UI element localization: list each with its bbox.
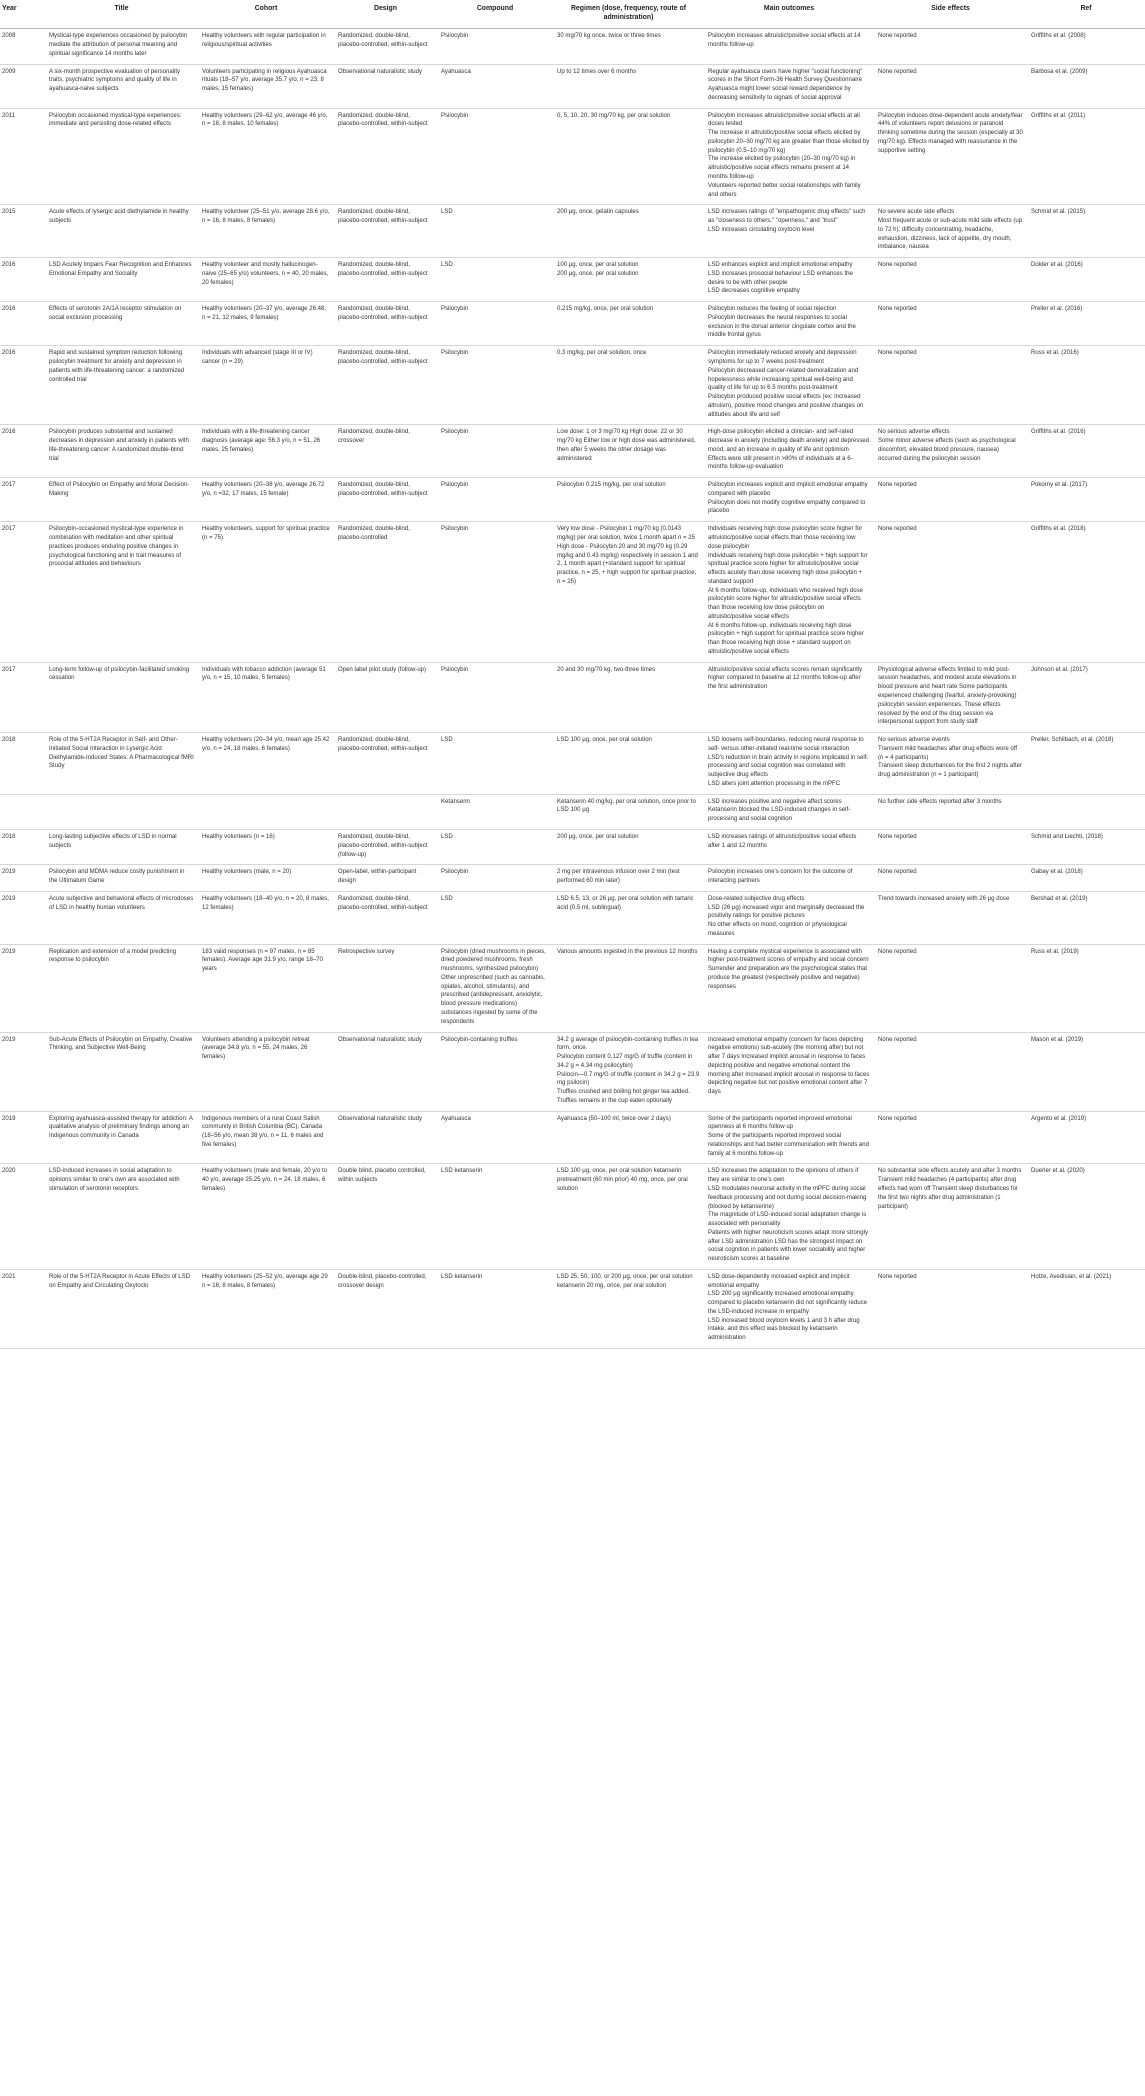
table-row [0, 1111, 1145, 1164]
side-effects-cell: None reported [874, 302, 1027, 346]
table-row [0, 478, 1145, 522]
year-cell: 2019 [0, 1032, 45, 1111]
table-row [0, 29, 1145, 64]
title-cell: Psilocybin-occasioned mystical-type experience in combination with meditation and other spiritual practices produces enduring positive changes in psychological functioning and in trait measures of prosocial attitudes and behaviours [45, 522, 198, 662]
title-cell: Psilocybin and MDMA reduce costly punishment in the Ultimatum Game [45, 865, 198, 892]
table-row [0, 794, 1145, 829]
year-cell: 2017 [0, 522, 45, 662]
table-row [0, 522, 1145, 662]
title-cell: Psilocybin occasioned mystical-type experiences: immediate and persisting dose-related effects [45, 108, 198, 205]
cohort-cell: Individuals with advanced (stage III or IV) cancer (n = 29) [198, 346, 334, 425]
cohort-cell: Healthy volunteer and mostly hallucinogen-naive (25–65 y/o) volunteers, n = 40, 20 males, 20 females) [198, 258, 334, 302]
cohort-cell: Individuals with a life-threatening cancer diagnosis (average age: 56.3 y/o, n = 51, 26 males, 25 females) [198, 425, 334, 478]
ref-cell: Preller, Schilbach, et al. (2018) [1027, 733, 1145, 795]
regimen-cell: 200 μg, once, gelatin capsules [553, 205, 704, 258]
ref-cell: Preller et al. (2016) [1027, 302, 1145, 346]
title-cell: Acute effects of lysergic acid diethylamide in healthy subjects [45, 205, 198, 258]
table-row [0, 346, 1145, 425]
table-row [0, 944, 1145, 1032]
side-effects-cell: None reported [874, 1032, 1027, 1111]
cohort-cell: Healthy volunteers (18–40 y/o, n = 20, 8 males, 12 females) [198, 891, 334, 944]
regimen-cell: 30 mg/70 kg once, twice or three times [553, 29, 704, 64]
title-cell: LSD-induced increases in social adaptation to opinions similar to one's own are associated with stimulation of serotonin receptors [45, 1164, 198, 1269]
title-cell: Acute subjective and behavioral effects of microdoses of LSD in healthy human volunteers [45, 891, 198, 944]
compound-cell: Psilocybin [437, 522, 553, 662]
title-cell: Long-term follow-up of psilocybin-facilitated smoking cessation [45, 662, 198, 732]
title-cell: Effects of serotonin 2A/1A receptor stimulation on social exclusion processing [45, 302, 198, 346]
design-cell: Randomized, double-blind, placebo-controlled, within-subject [334, 478, 437, 522]
title-cell: Role of the 5-HT2A Receptor in Acute Effects of LSD on Empathy and Circulating Oxytocin [45, 1269, 198, 1348]
regimen-cell: Ketanserin 40 mg/kg, per oral solution, once prior to LSD 100 μg [553, 794, 704, 829]
year-cell: 2008 [0, 29, 45, 64]
cohort-cell: Healthy volunteers (20–37 y/o, average 26.48, n = 21, 12 males, 9 females) [198, 302, 334, 346]
year-cell: 2017 [0, 662, 45, 732]
ref-cell [1027, 794, 1145, 829]
ref-cell: Pokorny et al. (2017) [1027, 478, 1145, 522]
side-effects-cell: Psilocybin induces dose-dependent acute anxiety/fear 44% of volunteers report delusions or paranoid thinking sometime during the session (especially at 30 mg/70 kg). Effects managed with reassurance in the supportive setting [874, 108, 1027, 205]
compound-cell: Psilocybin [437, 425, 553, 478]
cohort-cell: Volunteers participating in religious Ayahuasca rituals (18–57 y/o, average 35.7 y/o, n = 23, 8 males, 15 females) [198, 64, 334, 108]
regimen-cell: LSD 100 μg, once, per oral solution ketanserin pretreatment (60 min prior) 40 mg, once, per oral solution [553, 1164, 704, 1269]
design-cell: Observational naturalistic study [334, 1032, 437, 1111]
ref-cell: Griffiths et al. (2008) [1027, 29, 1145, 64]
cohort-cell: Healthy volunteers (male, n = 20) [198, 865, 334, 892]
year-cell: 2021 [0, 1269, 45, 1348]
title-cell: Sub-Acute Effects of Psilocybin on Empathy, Creative Thinking, and Subjective Well-Being [45, 1032, 198, 1111]
year-cell: 2011 [0, 108, 45, 205]
compound-cell: LSD [437, 891, 553, 944]
ref-cell: Mason et al. (2019) [1027, 1032, 1145, 1111]
year-cell: 2015 [0, 205, 45, 258]
design-cell [334, 794, 437, 829]
main-outcomes-cell: Psilocybin increases altruistic/positive social effects at all doses tested The increase in altruistic/positive social effects elicited by psilocybin 20–30 mg/70 kg are greater than those elicited by psilocybin (0.5–10 mg/70 kg) The increase elicited by psilocybin (20–30 mg/70 kg) in altruistic/positive social effects remains present at 14 months follow-up Volunteers reported better social relationships with family and others [704, 108, 874, 205]
ref-cell: Dolder et al. (2016) [1027, 258, 1145, 302]
design-cell: Retrospective survey [334, 944, 437, 1032]
main-outcomes-cell: Altruistic/positive social effects scores remain significantly higher compared to baseline at 12 months follow-up after the first administration [704, 662, 874, 732]
compound-cell: Psilocybin [437, 346, 553, 425]
side-effects-cell: Physiological adverse effects limited to mild post-session headaches, and modest acute elevations in blood pressure and heart rate Some participants experienced challenging (fearful, anxiety-provoking) psilocybin session experiences. These effects resolved by the end of the drug session via interpersonal support from study staff [874, 662, 1027, 732]
table-row [0, 733, 1145, 795]
side-effects-cell: No serious adverse effects Some minor adverse effects (such as psychological discomfort, elevated blood pressure, nausea) occurred during the psilocybin session [874, 425, 1027, 478]
design-cell: Randomized, double-blind, placebo-controlled, within-subject [334, 302, 437, 346]
side-effects-cell: No severe acute side effects Most frequent acute or sub-acute mild side effects (up to 72 h): difficulty concentrating, headache, exhaustion, dizziness, lack of appetite, dry mouth, imbalance, nausea [874, 205, 1027, 258]
title-cell: Replication and extension of a model predicting response to psilocybin [45, 944, 198, 1032]
cohort-cell: Healthy volunteer (25–51 y/o, average 28.6 y/o, n = 16, 8 males, 8 females) [198, 205, 334, 258]
main-outcomes-cell: LSD increases positive and negative affect scores Ketanserin blocked the LSD-induced changes in self-processing and social cognition [704, 794, 874, 829]
compound-cell: Psilocybin [437, 662, 553, 732]
year-cell: 2020 [0, 1164, 45, 1269]
header-compound: Compound [437, 0, 553, 29]
year-cell: 2019 [0, 865, 45, 892]
compound-cell: Ketanserin [437, 794, 553, 829]
side-effects-cell: None reported [874, 478, 1027, 522]
regimen-cell: Up to 12 times over 6 months [553, 64, 704, 108]
compound-cell: Psilocybin [437, 302, 553, 346]
title-cell: Mystical-type experiences occasioned by psilocybin mediate the attribution of personal meaning and spiritual significance 14 months later [45, 29, 198, 64]
table-row [0, 1032, 1145, 1111]
header-design: Design [334, 0, 437, 29]
compound-cell: Psilocybin-containing truffles [437, 1032, 553, 1111]
main-outcomes-cell: LSD enhances explicit and implicit emotional empathy LSD increases prosocial behaviour LSD enhances the desire to be with other people LSD decreases cognitive empathy [704, 258, 874, 302]
compound-cell: Psilocybin [437, 865, 553, 892]
compound-cell: LSD [437, 733, 553, 795]
ref-cell: Schmid et al. (2015) [1027, 205, 1145, 258]
title-cell: Psilocybin produces substantial and sustained decreases in depression and anxiety in patients with life-threatening cancer: A randomized double-blind trial [45, 425, 198, 478]
year-cell: 2018 [0, 733, 45, 795]
ref-cell: Bershad et al. (2019) [1027, 891, 1145, 944]
regimen-cell: 0.215 mg/kg, once, per oral solution [553, 302, 704, 346]
compound-cell: Ayahuasca [437, 64, 553, 108]
table-row [0, 829, 1145, 864]
year-cell [0, 794, 45, 829]
side-effects-cell: None reported [874, 829, 1027, 864]
compound-cell: Ayahuasca [437, 1111, 553, 1164]
side-effects-cell: No substantial side effects acutely and after 3 months Transient mild headaches (4 participants) after drug effects had worn off Transient sleep disturbances for the first two nights after drug administration (1 participant) [874, 1164, 1027, 1269]
design-cell: Randomized, double-blind, placebo-controlled, within-subject [334, 258, 437, 302]
table-row [0, 662, 1145, 732]
side-effects-cell: None reported [874, 258, 1027, 302]
ref-cell: Ross et al. (2016) [1027, 346, 1145, 425]
main-outcomes-cell: LSD increases ratings of "empathogenic drug effects" such as "closeness to others," "openness," and "trust" LSD increases circulating oxytocin level [704, 205, 874, 258]
cohort-cell: Healthy volunteers, support for spiritual practice (n = 75) [198, 522, 334, 662]
ref-cell: Johnson et al. (2017) [1027, 662, 1145, 732]
regimen-cell: LSD 6.5, 13, or 26 μg, per oral solution with tartaric acid (0.5 ml, sublingual) [553, 891, 704, 944]
main-outcomes-cell: Having a complete mystical experience is associated with higher post-treatment scores of empathy and social concern Surrender and preparation are the psychological states that produce the greatest (respectively positive and negative) responses [704, 944, 874, 1032]
table-row [0, 205, 1145, 258]
design-cell: Randomized, double-blind, placebo-controlled, within-subject [334, 29, 437, 64]
side-effects-cell: None reported [874, 346, 1027, 425]
design-cell: Randomized, double-blind, placebo-controlled, within-subject [334, 733, 437, 795]
table-row [0, 64, 1145, 108]
regimen-cell: Various amounts ingested in the previous 12 months [553, 944, 704, 1032]
title-cell: Effect of Psilocybin on Empathy and Moral Decision-Making [45, 478, 198, 522]
table-body [0, 29, 1145, 1349]
design-cell: Randomized, double-blind, placebo-controlled, within-subject [334, 205, 437, 258]
table-row [0, 258, 1145, 302]
year-cell: 2018 [0, 829, 45, 864]
table-row [0, 1164, 1145, 1269]
compound-cell: LSD [437, 829, 553, 864]
ref-cell: Griffiths et al. (2011) [1027, 108, 1145, 205]
regimen-cell: Ayahuasca (50–100 ml, twice over 2 days) [553, 1111, 704, 1164]
year-cell: 2016 [0, 346, 45, 425]
header-row [0, 0, 1145, 29]
cohort-cell: Healthy volunteers (25–52 y/o, average age 29 n = 16, 8 males, 8 females) [198, 1269, 334, 1348]
side-effects-cell: None reported [874, 1269, 1027, 1348]
year-cell: 2019 [0, 1111, 45, 1164]
table-row [0, 302, 1145, 346]
regimen-cell: 2 mg per intravenous infusion over 2 min (test performed 60 min later) [553, 865, 704, 892]
design-cell: Open label pilot study (follow-up) [334, 662, 437, 732]
ref-cell: Barbosa et al. (2009) [1027, 64, 1145, 108]
header-regimen: Regimen (dose, frequency, route of administration) [553, 0, 704, 29]
regimen-cell: Very low dose - Psilocybin 1 mg/70 kg (0.0143 mg/kg) per oral solution, twice 1 month apart n = 25 High dose - Psilocybin 20 and 30 mg/70 kg (0.29 mg/kg and 0.43 mg/kg) respectively in session 1 and 2, 1 month apart (+standard support for spiritual practice, n = 25, + high support for spiritual practice, n = 25) [553, 522, 704, 662]
compound-cell: LSD [437, 205, 553, 258]
side-effects-cell: None reported [874, 29, 1027, 64]
cohort-cell: Individuals with tobacco addiction (average 51 y/o, n = 15, 10 males, 5 females) [198, 662, 334, 732]
table-row [0, 108, 1145, 205]
main-outcomes-cell: Dose-related subjective drug effects LSD (26 μg) increased vigor and marginally decreased the positivity ratings for positive pictures No other effects on mood, cognition or physiological measures [704, 891, 874, 944]
year-cell: 2019 [0, 944, 45, 1032]
title-cell: Long-lasting subjective effects of LSD in normal subjects [45, 829, 198, 864]
table-row [0, 1269, 1145, 1348]
title-cell: A six-month prospective evaluation of personality traits, psychiatric symptoms and quality of life in ayahuasca-naive subjects [45, 64, 198, 108]
main-outcomes-cell: Increased emotional empathy (concern for faces depicting negative emotions) sub-acutely (the morning after) but not after 7 days Increased implicit arousal in response to faces depicting positive and negative emotional content the morning after Increased implicit arousal in response to faces depicting negative but not positive emotional content after 7 days [704, 1032, 874, 1111]
compound-cell: LSD ketanserin [437, 1269, 553, 1348]
ref-cell: Schmid and Liechti, (2018) [1027, 829, 1145, 864]
compound-cell: Psilocybin [437, 478, 553, 522]
regimen-cell: 200 μg, once, per oral solution [553, 829, 704, 864]
side-effects-cell: None reported [874, 522, 1027, 662]
main-outcomes-cell: Psilocybin increases altruistic/positive social effects at 14 months follow-up [704, 29, 874, 64]
design-cell: Randomized, double-blind, placebo-controlled [334, 522, 437, 662]
regimen-cell: LSD 100 μg, once, per oral solution [553, 733, 704, 795]
title-cell: Role of the 5-HT2A Receptor in Self- and Other-Initiated Social Interaction in Lysergic Acid Diethylamide-Induced States: A Pharmacological fMRI Study [45, 733, 198, 795]
cohort-cell: Healthy volunteers with regular participation in religious/spiritual activities [198, 29, 334, 64]
title-cell: Rapid and sustained symptom reduction following psilocybin treatment for anxiety and depression in patients with life-threatening cancer: a randomized controlled trial [45, 346, 198, 425]
design-cell: Observational naturalistic study [334, 64, 437, 108]
cohort-cell: Volunteers attending a psilocybin retreat (average 34.8 y/o, n = 55, 24 males, 26 females) [198, 1032, 334, 1111]
side-effects-cell: None reported [874, 865, 1027, 892]
side-effects-cell: No serious adverse events Transient mild headaches after drug effects wore off (n = 4 participants) Transient sleep disturbances for the first 2 nights after drug administration (n = 1 participant) [874, 733, 1027, 795]
main-outcomes-cell: Psilocybin increases explicit and implicit emotional empathy compared with placebo Psilocybin does not modify cognitive empathy compared to placebo [704, 478, 874, 522]
side-effects-cell: Trend towards increased anxiety with 26 μg dose [874, 891, 1027, 944]
side-effects-cell: None reported [874, 944, 1027, 1032]
main-outcomes-cell: Some of the participants reported improved emotional openness at 6 months follow up Some of the participants reported improved social relationships and had better communication with friends and family at 6 months follow-up [704, 1111, 874, 1164]
header-ref: Ref [1027, 0, 1145, 29]
ref-cell: Griffiths et al. (2016) [1027, 425, 1145, 478]
header-title: Title [45, 0, 198, 29]
ref-cell: Duerler et al. (2020) [1027, 1164, 1145, 1269]
main-outcomes-cell: LSD dose-dependently increased explicit and implicit emotional empathy LSD 200 μg significantly increased emotional empathy compared to placebo ketanserin did not significantly reduce the LSD-induced increase in empathy LSD increased blood oxytocin levels 1 and 3 h after drug intake, and this effect was blocked by ketanserin administration [704, 1269, 874, 1348]
cohort-cell: 183 valid responses (n = 97 males, n = 85 females). Average age 31.9 y/o, range 18–70 years [198, 944, 334, 1032]
ref-cell: Gabay et al. (2018) [1027, 865, 1145, 892]
compound-cell: Psilocybin [437, 108, 553, 205]
cohort-cell: Healthy volunteers (male and female, 20 y/o to 40 y/o, average 25.25 y/o, n = 24, 18 males, 6 females) [198, 1164, 334, 1269]
main-outcomes-cell: Individuals receiving high dose psilocybin score higher for altruistic/positive social effects than those receiving low dose psilocybin Individuals receiving high dose psilocybin + high support for spiritual practice score higher for altruistic/positive social effects acutely than dose receiving high dose psilocybin + standard support At 6 months follow-up, individuals who received high dose psilocybin score higher for altruistic/positive social effects than those receiving low dose psilocybin on altruistic/positive social effects At 6 months follow-up, individuals receiving high dose psilocybin + high support for spiritual practice score higher than those receiving high dose + standard support on altruistic/positive social effects [704, 522, 874, 662]
cohort-cell: Indigenous members of a rural Coast Salish community in British Columbia (BC), Canada (18–56 y/o, mean 38 y/o, n = 11, 6 males and five females) [198, 1111, 334, 1164]
main-outcomes-cell: High-dose psilocybin elicited a clinician- and self-rated decrease in anxiety (including death anxiety) and depressed mood, and an increase in quality of life and optimism Effects were still present in >80% of individuals at a 6-months follow-up evaluation [704, 425, 874, 478]
year-cell: 2019 [0, 891, 45, 944]
design-cell: Randomized, double-blind, placebo-controlled, within-subject [334, 346, 437, 425]
cohort-cell: Healthy volunteers (20–38 y/o, average 26.72 y/o, n =32, 17 males, 15 female) [198, 478, 334, 522]
side-effects-cell: None reported [874, 64, 1027, 108]
compound-cell: Psilocybin [437, 29, 553, 64]
side-effects-cell: No further side effects reported after 3 months [874, 794, 1027, 829]
year-cell: 2009 [0, 64, 45, 108]
design-cell: Double-blind, placebo-controlled, crossover design [334, 1269, 437, 1348]
header-side-effects: Side effects [874, 0, 1027, 29]
cohort-cell: Healthy volunteers (29–62 y/o, average 46 y/o, n = 18, 8 males, 10 females) [198, 108, 334, 205]
regimen-cell: LSD 25, 50, 100, or 200 μg, once, per oral solution ketanserin 20 mg, once, per oral solution [553, 1269, 704, 1348]
design-cell: Observational naturalistic study [334, 1111, 437, 1164]
design-cell: Open-label, within-participant design [334, 865, 437, 892]
title-cell: Exploring ayahuasca-assisted therapy for addiction: A qualitative analysis of preliminary findings among an Indigenous community in Canada [45, 1111, 198, 1164]
regimen-cell: 0, 5, 10, 20, 30 mg/70 kg, per oral solution [553, 108, 704, 205]
year-cell: 2016 [0, 425, 45, 478]
year-cell: 2017 [0, 478, 45, 522]
main-outcomes-cell: LSD increases ratings of altruistic/positive social effects after 1 and 12 months [704, 829, 874, 864]
regimen-cell: Low dose: 1 or 3 mg/70 kg High dose: 22 or 30 mg/70 kg Either low or high dose was administered, then after 5 weeks the other dosage was administered [553, 425, 704, 478]
year-cell: 2016 [0, 302, 45, 346]
design-cell: Randomized, double-blind, placebo-controlled, within-subject (follow-up) [334, 829, 437, 864]
compound-cell: Psilocybin (dried mushrooms in pieces, dried powdered mushrooms, fresh mushrooms, synthesized psilocybin) Other unprescribed (such as cannabis, opiates, alcohol, stimulants), and prescribed (antidepressant, anxiolytic, blood pressure medications) substances ingested by some of the respondents [437, 944, 553, 1032]
main-outcomes-cell: Regular ayahuasca users have higher "social functioning" scores in the Short Form-36 Health Survey Questionnaire Ayahuasca might lower social reward dependence by decreasing sensitivity to signals of social approval [704, 64, 874, 108]
ref-cell: Holze, Avedisian, et al. (2021) [1027, 1269, 1145, 1348]
compound-cell: LSD [437, 258, 553, 302]
design-cell: Randomized, double-blind, placebo-controlled, within-subject [334, 891, 437, 944]
ref-cell: Argento et al. (2019) [1027, 1111, 1145, 1164]
regimen-cell: Psilocybin 0.215 mg/kg, per oral solution [553, 478, 704, 522]
ref-cell: Griffiths et al. (2018) [1027, 522, 1145, 662]
compound-cell: LSD ketanserin [437, 1164, 553, 1269]
main-outcomes-cell: Psilocybin immediately reduced anxiety and depression symptoms for up to 7 weeks post-treatment Psilocybin decreased cancer-related demoralization and hopelessness while increasing spiritual well-being and quality of life for up to 6.5 months post-treatment Psilocybin produced positive social effects (ex: increased altruism), positive mood changes and positive changes on attitudes about life and self [704, 346, 874, 425]
design-cell: Randomized, double-blind, crossover [334, 425, 437, 478]
year-cell: 2016 [0, 258, 45, 302]
main-outcomes-cell: LSD increases the adaptation to the opinions of others if they are similar to one's own LSD modulates neuronal activity in the mPFC during social feedback processing and not during social decision-making (blocked by ketanserine) The magnitude of LSD-induced social adaptation change is associated with personality Patients with higher neuroticism scores adapt more strongly after LSD administration LSD has the strongest impact on social cognition in patients with lower sociability and higher neuroticism scores at baseline [704, 1164, 874, 1269]
title-cell: LSD Acutely Impairs Fear Recognition and Enhances Emotional Empathy and Sociality [45, 258, 198, 302]
design-cell: Double blind, placebo controlled, within subjects [334, 1164, 437, 1269]
cohort-cell [198, 794, 334, 829]
regimen-cell: 20 and 30 mg/70 kg, two-three times [553, 662, 704, 732]
regimen-cell: 34.2 g average of psilocybin-containing truffles in tea form, once. Psilocybin content 0.127 mg/G of truffle (content in 34.2 g = 4.34 mg psilocybin) Psilocin—0.7 mg/G of truffle (content in 34.2 g = 23.9 mg psilocin) Truffles crushed and boiling hot ginger tea added. Truffles remains in the cup eaten optionally [553, 1032, 704, 1111]
header-main-outcomes: Main outcomes [704, 0, 874, 29]
design-cell: Randomized, double-blind, placebo-controlled, within-subject [334, 108, 437, 205]
main-outcomes-cell: Psilocybin reduces the feeling of social rejection Psilocybin decreases the neural responses to social exclusion in the dorsal anterior cingulate cortex and the middle frontal gyrus [704, 302, 874, 346]
title-cell [45, 794, 198, 829]
table-row [0, 865, 1145, 892]
header-year: Year [0, 0, 45, 29]
side-effects-cell: None reported [874, 1111, 1027, 1164]
cohort-cell: Healthy volunteers (n = 16) [198, 829, 334, 864]
ref-cell: Russ et al. (2019) [1027, 944, 1145, 1032]
main-outcomes-cell: LSD loosens self-boundaries, reducing neural response to self- versus other-initiated real-time social interaction LSD's reduction in brain activity in regions implicated in self-processing and social cognition was correlated with subjective drug effects LSD alters joint attention processing in the mPFC [704, 733, 874, 795]
cohort-cell: Healthy volunteers (20–34 y/o, mean age 25.42 y/o, n = 24, 18 males, 6 females) [198, 733, 334, 795]
header-cohort: Cohort [198, 0, 334, 29]
regimen-cell: 0.3 mg/kg, per oral solution, once [553, 346, 704, 425]
regimen-cell: 100 μg, once, per oral solution 200 μg, once, per oral solution [553, 258, 704, 302]
table-row [0, 891, 1145, 944]
table-row [0, 425, 1145, 478]
main-outcomes-cell: Psilocybin increases one's concern for the outcome of interacting partners [704, 865, 874, 892]
